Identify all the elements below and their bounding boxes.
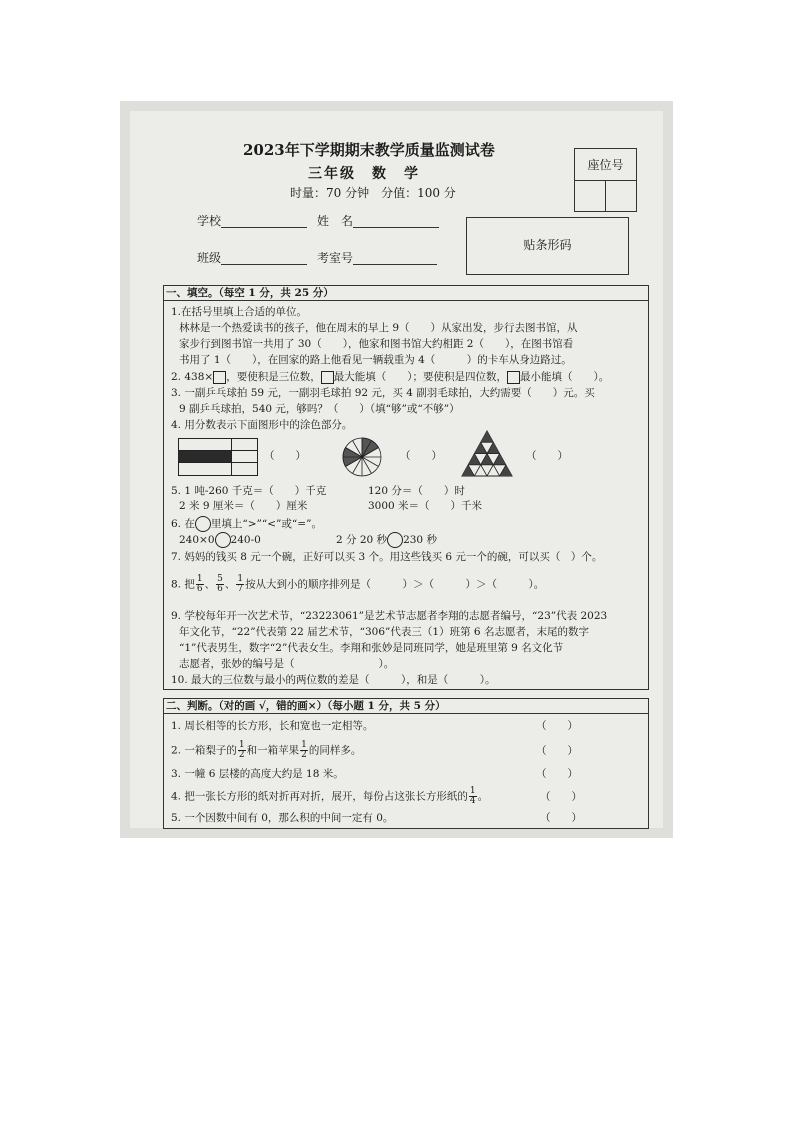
blank-square[interactable] [321,371,334,384]
denominator: 6 [217,584,223,594]
q9-line1: 9. 学校每年开一次艺术节，“23223061”是艺术节志愿者李翔的志愿者编号，“23”代表 2023 [171,610,608,622]
denominator: 4 [469,796,476,806]
q1-title: 1.在括号里填上合适的单位。 [171,306,308,318]
judge-q5: 5. 一个因数中间有 0，那么积的中间一定有 0。 [171,812,394,824]
judge-q2-answer[interactable]: （ ） [536,745,578,757]
fraction [236,575,244,594]
numerator: 1 [301,740,307,750]
q6-b1: 2 分 20 秒 [336,534,388,546]
numerator: 1 [237,574,244,584]
shaded-circle-figure [341,436,383,478]
class-field[interactable] [197,251,307,265]
q6-compare-1 [179,532,261,548]
barcode-box [466,217,629,275]
seat-divider-v [605,180,606,211]
blank-square[interactable] [213,371,226,384]
exam-paper [130,111,663,828]
separator: 、 [224,578,236,591]
numerator: 1 [196,574,203,584]
judge-q4-answer[interactable]: （ ） [540,791,582,803]
q8 [171,575,544,594]
q5-a: 5. 1 吨-260 千克＝（ ）千克 [171,485,327,497]
q4-blank-3[interactable]: （ ） [526,450,568,462]
judge-q5-answer[interactable]: （ ） [540,812,582,824]
numerator: 5 [217,574,223,584]
q9-line4: 志愿者，张妙的编号是（ ）。 [179,658,395,670]
q4-part-b: 。 [477,790,489,803]
numerator: 1 [469,786,476,796]
q6-a1: 240×0 [179,534,215,546]
q8-b: 按从大到小的顺序排列是（ ）＞（ ）＞（ ）。 [245,578,545,591]
q6-b2: 230 秒 [403,534,437,546]
section2-heading: 二、判断。（对的画 √，错的画×）（每小题 1 分，共 5 分） [164,699,648,714]
judge-q4 [171,787,488,806]
shaded-rectangle-figure [178,438,258,476]
fraction [196,575,204,594]
q2-part-c: 的同样多。 [308,744,362,757]
q2-part-a: 2. 一箱梨子的 [171,744,237,757]
q6-a2: 240-0 [230,534,261,546]
barcode-label: 贴条形码 [523,238,572,252]
time-info: 时量：70 分钟 分值：100 分 [290,186,456,200]
q6-title-a: 6. 在 [171,518,195,530]
name-field[interactable] [317,214,439,228]
q9-line2: 年文化节，“22”代表第 22 届艺术节，“306”代表三（1）班第 6 名志愿者，末尾的数字 [179,626,589,638]
class-label: 班级 [197,251,222,265]
q10: 10. 最大的三位数与最小的两位数的差是（ ），和是（ ）。 [171,674,496,686]
section-true-false [163,698,649,829]
exam-subject: 三年级 数 学 [308,166,420,182]
q9-line3: “1”代表男生，数字“2”代表女生。李翔和张妙是同班同学，她是班里第 9 名文化节 [179,642,564,654]
fraction [238,741,246,760]
separator: 、 [204,578,216,591]
judge-q1: 1. 周长相等的长方形，长和宽也一定相等。 [171,720,374,732]
q8-a: 8. 把 [171,578,195,591]
q2-part-c: 最大能填（ ）；要使积是四位数， [333,371,507,383]
name-label: 姓 名 [317,214,354,228]
compare-circle [195,516,211,532]
q6-title [171,516,322,532]
fraction [469,787,477,806]
q1-line3: 书用了 1（ ），在回家的路上他看见一辆载重为 4（ ）的卡车从身边路过。 [179,354,572,366]
q2-part-b: 和一箱苹果 [246,744,300,757]
q6-title-b: 里填上“>”“<”或“=”。 [210,518,322,530]
q3-line1: 3. 一副乒乓球拍 59 元，一副羽毛球拍 92 元，买 4 副羽毛球拍，大约需要（ ）元。买 [171,387,595,399]
seat-label: 座位号 [587,158,624,172]
q3-line2: 9 副乒乓球拍，540 元，够吗？（ ）（填“够”或“不够”） [179,403,460,415]
blank-square[interactable] [507,371,520,384]
shaded-triangle-figure [460,429,514,479]
q2-part-a: 2. 438× [171,371,214,383]
exam-photo [120,101,673,838]
judge-q3: 3. 一幢 6 层楼的高度大约是 18 米。 [171,768,344,780]
room-label: 考室号 [317,251,354,265]
section-fill-blanks [163,285,649,690]
numerator: 1 [238,740,245,750]
q4-blank-2[interactable]: （ ） [400,450,442,462]
compare-circle[interactable] [387,532,403,548]
section1-heading: 一、填空。（每空 1 分，共 25 分） [164,286,648,301]
q2 [171,370,609,384]
denominator: 2 [238,750,245,760]
q7: 7. 妈妈的钱买 8 元一个碗，正好可以买 3 个。用这些钱买 6 元一个的碗，可以买（ ）个。 [171,551,603,563]
q2-part-d: 最小能填（ ）。 [519,371,610,383]
q5-d: 3000 米＝（ ）千米 [368,500,483,512]
denominator: 6 [196,584,203,594]
q2-part-b: ，要使积是三位数， [226,371,321,383]
q4-part-a: 4. 把一张长方形的纸对折再对折，展开，每份占这张长方形纸的 [171,790,468,803]
seat-number-box [574,148,637,212]
denominator: 7 [237,584,244,594]
q4-title: 4. 用分数表示下面图形中的涂色部分。 [171,419,353,431]
fraction [300,741,308,760]
q4-blank-1[interactable]: （ ） [264,450,306,462]
q5-b: 120 分＝（ ）时 [368,485,465,497]
exam-title: 2023年下学期期末教学质量监测试卷 [243,141,495,159]
room-field[interactable] [317,251,437,265]
judge-q2 [171,741,361,760]
q1-line1: 林林是一个热爱读书的孩子，他在周末的早上 9（ ）从家出发，步行去图书馆，从 [179,322,578,334]
q6-compare-2 [336,532,437,548]
judge-q3-answer[interactable]: （ ） [536,768,578,780]
school-label: 学校 [197,214,222,228]
q5-c: 2 米 9 厘米＝（ ）厘米 [179,500,308,512]
denominator: 2 [301,750,307,760]
fraction [216,575,224,594]
school-field[interactable] [197,214,307,228]
compare-circle[interactable] [215,532,231,548]
q1-line2: 家步行到图书馆一共用了 30（ ），他家和图书馆大约相距 2（ ），在图书馆看 [179,338,574,350]
judge-q1-answer[interactable]: （ ） [536,720,578,732]
